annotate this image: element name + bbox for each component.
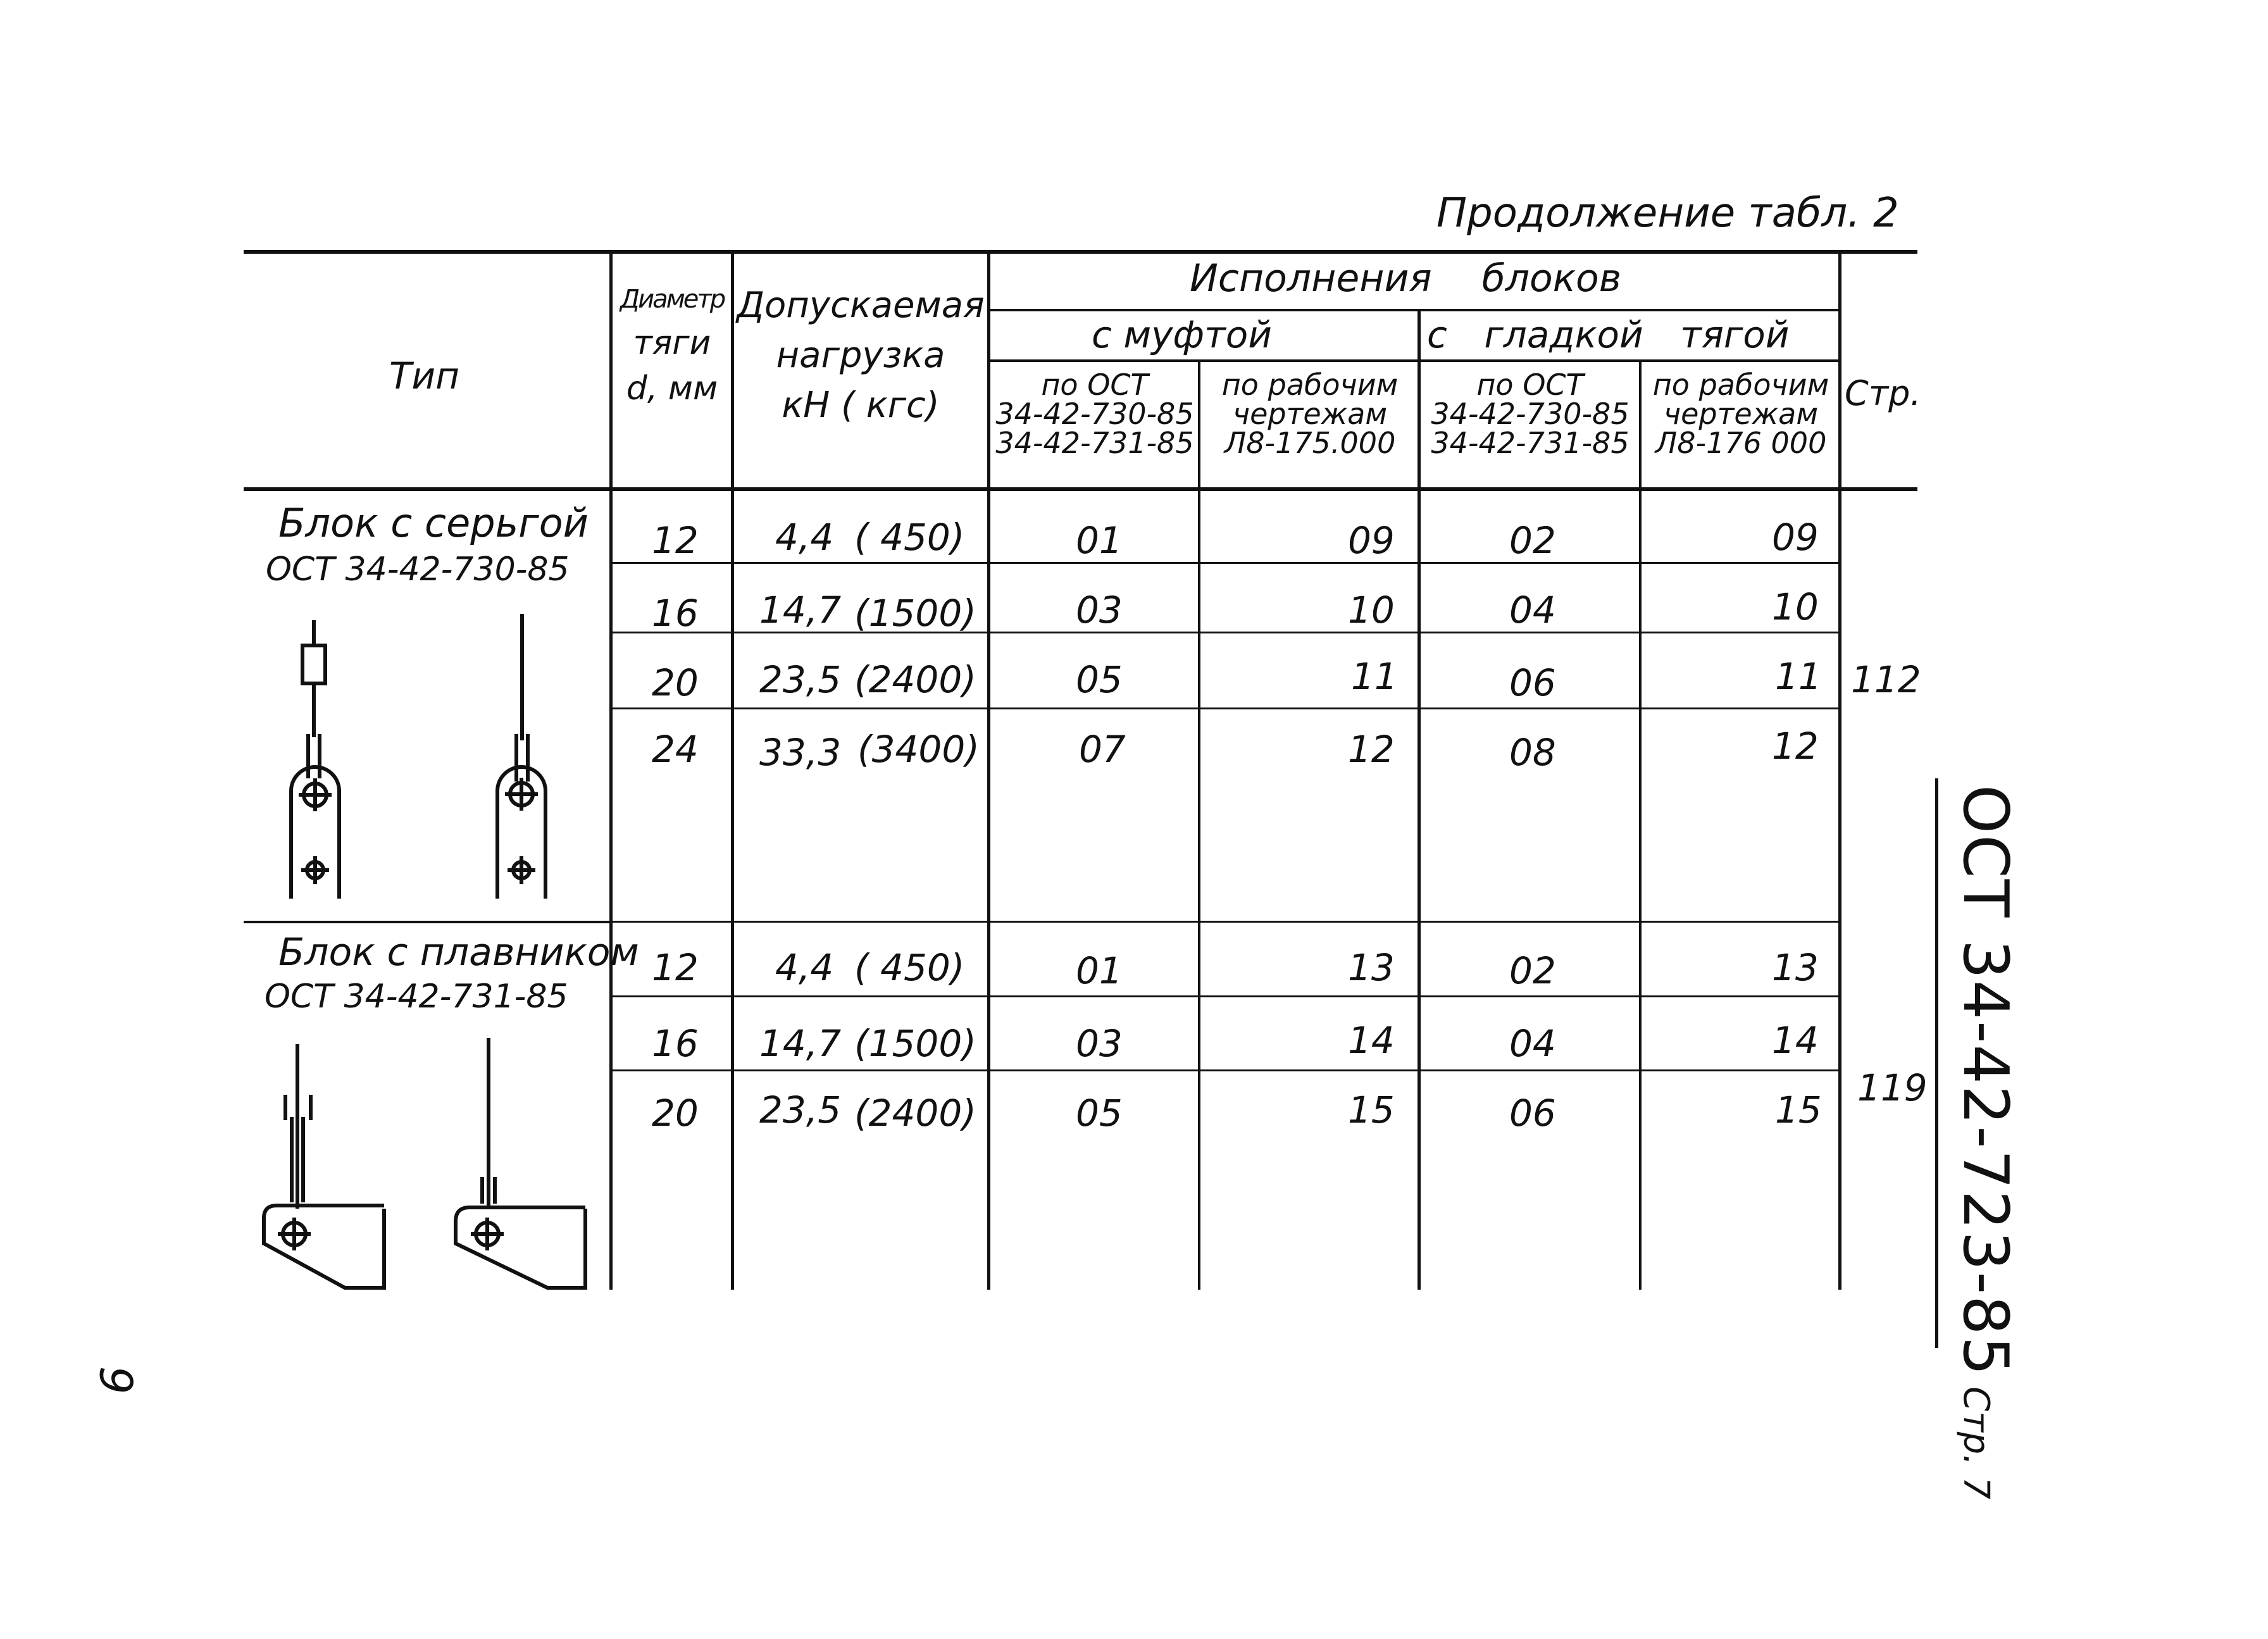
cell-coupling-ost: 03 [1076,589,1123,632]
header-load-line: кН ( кгс) [782,385,940,426]
header-line: по ОСТ [1476,368,1584,402]
header-diameter [613,285,732,408]
cell-load: 23,5 [759,1088,842,1131]
cell-load: 4,4 [775,516,834,559]
cell-coupling-drawing: 13 [1348,946,1395,989]
header-by-drawings-1 [1202,370,1418,458]
row-rule [609,707,1840,709]
cell-smooth-drawing: 12 [1772,725,1819,768]
cell-smooth-ost: 04 [1509,1022,1556,1065]
cell-smooth-ost: 02 [1509,519,1556,562]
header-load [734,285,987,426]
cell-diameter: 12 [652,946,699,989]
stamp-rule [1935,778,1938,1348]
header-with-coupling: с муфтой [1092,313,1272,356]
header-line: Л8-176 000 [1655,426,1827,460]
cell-coupling-drawing: 15 [1348,1088,1395,1131]
cell-smooth-drawing: 14 [1772,1019,1819,1062]
header-line: по рабочим [1221,368,1399,402]
cell-load: 4,4 [775,946,834,989]
cell-load-kgf: (2400) [854,1092,976,1135]
header-rule [987,359,1841,362]
cell-diameter: 16 [652,592,699,635]
cell-coupling-ost: 05 [1076,658,1123,701]
col-divider [609,252,613,1290]
header-line: Л8-175.000 [1224,426,1396,460]
group-standard: ОСТ 34-42-731-85 [265,978,568,1016]
header-variants: Исполнения блоков [1190,256,1622,301]
cell-smooth-drawing: 15 [1775,1088,1822,1131]
cell-coupling-drawing: 11 [1351,655,1398,698]
col-divider [987,252,990,1290]
cell-diameter: 24 [652,728,699,771]
row-rule [609,1069,1840,1071]
col-divider [1418,310,1421,1290]
fin-block-smooth-sketch [437,1038,595,1297]
group-standard: ОСТ 34-42-730-85 [266,551,570,589]
group-divider [244,921,611,923]
stamp-page: Стр. 7 [1955,1386,1997,1500]
header-line: по ОСТ [1041,368,1149,402]
cell-load: 14,7 [759,1022,842,1065]
cell-load-kgf: (1500) [854,592,976,635]
header-line: 34-42-731-85 [995,426,1194,460]
header-diameter-line: d, мм [626,370,718,408]
cell-coupling-drawing: 09 [1348,519,1395,562]
group-name: Блок с серьгой [278,500,589,546]
header-line: 34-42-730-85 [995,397,1194,431]
header-load-line: нагрузка [776,335,945,376]
col-divider [1198,361,1200,1290]
header-by-ost-1 [994,370,1196,458]
cell-diameter: 16 [652,1022,699,1065]
cell-diameter: 20 [652,661,699,704]
cell-diameter: 12 [652,519,699,562]
cell-smooth-drawing: 11 [1775,655,1822,698]
header-line: 34-42-731-85 [1431,426,1629,460]
stamp-designation: ОСТ 34-42-723-85 [1949,785,2021,1377]
header-by-drawings-2 [1643,370,1839,458]
cell-smooth-ost: 08 [1509,731,1556,774]
fin-block-coupling-sketch [244,1044,402,1297]
cell-coupling-drawing: 14 [1348,1019,1395,1062]
group-page: 119 [1857,1066,1928,1109]
row-rule [609,921,1840,923]
cell-coupling-ost: 05 [1076,1092,1123,1135]
cell-load: 33,3 [759,731,842,774]
cell-load-kgf: ( 450) [854,946,965,989]
header-line: чертежам [1232,397,1388,431]
row-rule [609,562,1840,564]
cell-coupling-ost: 07 [1079,728,1126,771]
cell-load-kgf: ( 450) [854,516,965,559]
cell-load-kgf: (3400) [857,728,980,771]
cell-smooth-ost: 02 [1509,949,1556,992]
cell-smooth-drawing: 10 [1772,585,1819,628]
header-bottom-rule [244,487,1917,491]
cell-load: 14,7 [759,589,842,632]
group-page: 112 [1851,658,1921,701]
header-diameter-line: Диаметр [620,285,725,314]
cell-smooth-drawing: 13 [1772,946,1819,989]
cell-smooth-ost: 06 [1509,661,1556,704]
document-stamp [1949,785,2021,1499]
header-diameter-line: тяги [633,324,711,362]
cell-coupling-drawing: 12 [1348,728,1395,771]
cell-coupling-ost: 01 [1076,519,1123,562]
cell-smooth-ost: 06 [1509,1092,1556,1135]
header-line: по рабочим [1652,368,1829,402]
cell-smooth-ost: 04 [1509,589,1556,632]
cell-load-kgf: (2400) [854,658,976,701]
header-load-line: Допускаемая [737,285,985,326]
header-by-ost-2 [1423,370,1638,458]
cell-coupling-ost: 03 [1076,1022,1123,1065]
cell-diameter: 20 [652,1092,699,1135]
table-top-rule [244,250,1917,254]
header-smooth-rod: с гладкой тягой [1427,313,1790,356]
cell-smooth-drawing: 09 [1772,516,1819,559]
group-name: Блок с плавником [278,930,639,975]
cell-load: 23,5 [759,658,842,701]
row-rule [609,632,1840,633]
side-page-number: 9 [89,1366,142,1395]
row-rule [609,995,1840,997]
col-divider [1639,361,1642,1290]
cell-coupling-drawing: 10 [1348,589,1395,632]
header-type: Тип [389,354,460,397]
table-caption: Продолжение табл. 2 [1436,190,1899,237]
cell-load-kgf: (1500) [854,1022,976,1065]
header-rule [987,309,1841,311]
header-line: чертежам [1663,397,1819,431]
header-line: 34-42-730-85 [1431,397,1629,431]
header-page: Стр. [1845,373,1921,413]
cell-coupling-ost: 01 [1076,949,1123,992]
earring-block-smooth-sketch [481,614,570,918]
earring-block-coupling-sketch [278,620,367,918]
